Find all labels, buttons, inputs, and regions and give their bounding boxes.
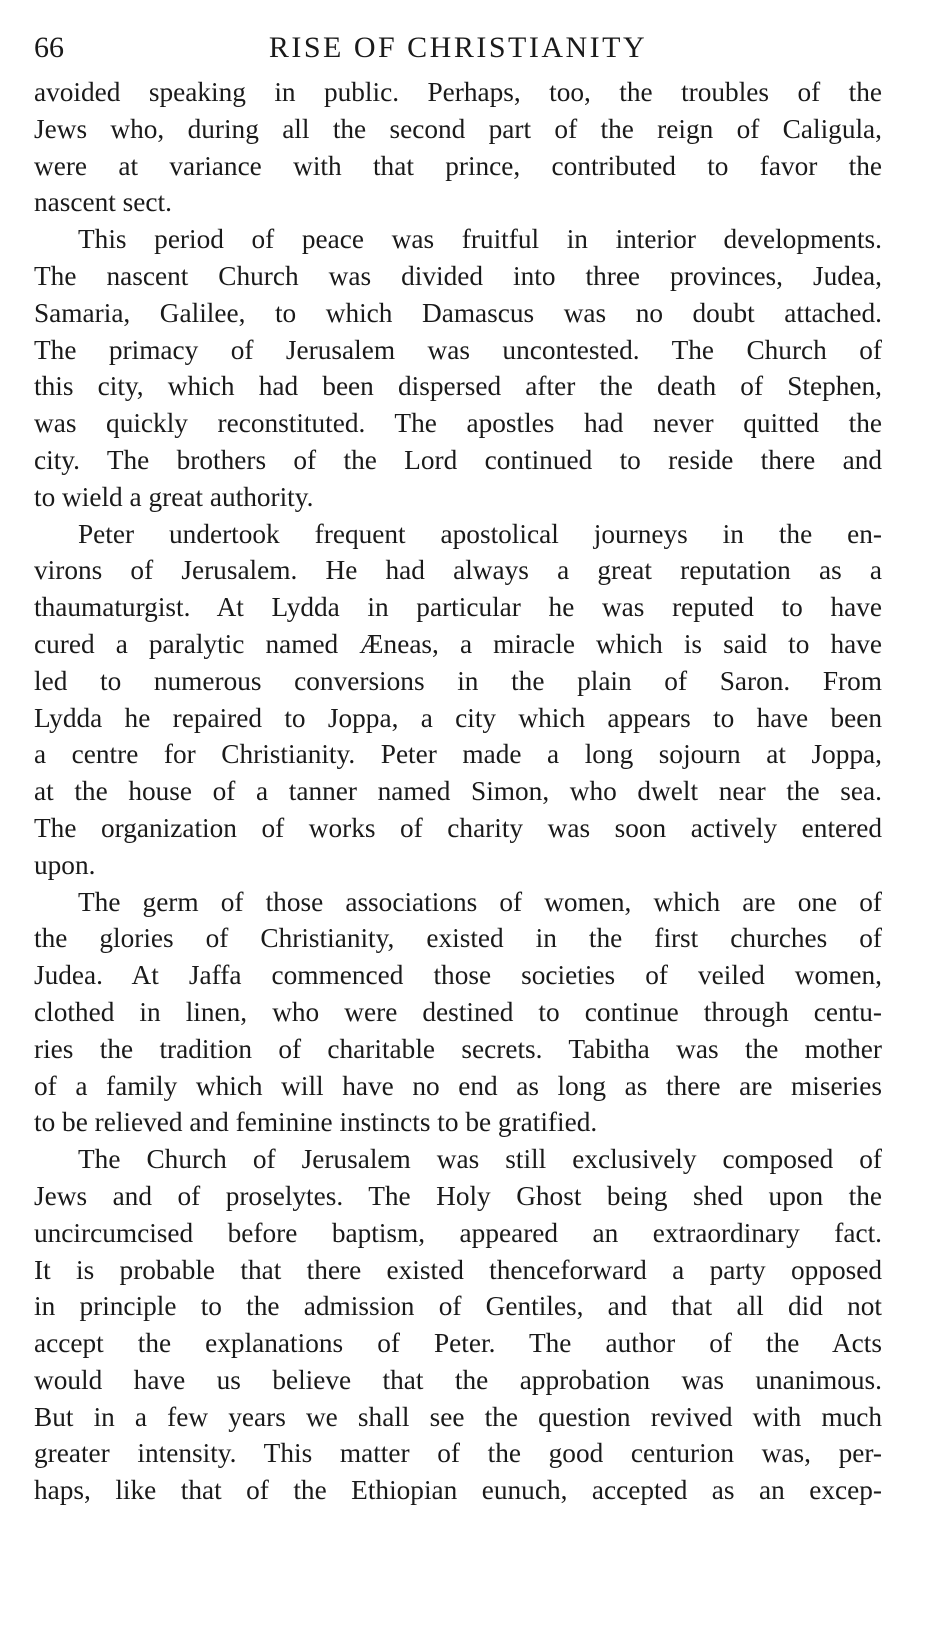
text-line: Jews and of proselytes. The Holy Ghost being shed upon the [34, 1180, 882, 1211]
paragraph [34, 516, 882, 884]
text-line: Lydda he repaired to Joppa, a city which appears to have been [34, 702, 882, 733]
paragraph [34, 884, 882, 1142]
text-line: Samaria, Galilee, to which Damascus was no doubt attached. [34, 297, 882, 328]
text-line: cured a paralytic named Æneas, a miracle which is said to have [34, 628, 882, 659]
paragraph [34, 74, 882, 221]
text-line: uncircumcised before baptism, appeared an extraordinary fact. [34, 1217, 882, 1248]
text-line: were at variance with that prince, contributed to favor the [34, 150, 882, 181]
text-line: It is probable that there existed thenceforward a party opposed [34, 1254, 882, 1285]
text-line: Peter undertook frequent apostolical journeys in the en- [78, 518, 882, 549]
body-text [34, 74, 882, 1509]
text-line: would have us believe that the approbation was unanimous. [34, 1364, 882, 1395]
text-line: The primacy of Jerusalem was uncontested. The Church of [34, 334, 882, 365]
paragraph [34, 1141, 882, 1509]
running-head [34, 26, 882, 70]
text-line: to wield a great authority. [34, 481, 314, 512]
text-line: upon. [34, 849, 96, 880]
text-line: was quickly reconstituted. The apostles had never quitted the [34, 408, 882, 439]
text-line: this city, which had been dispersed after the death of Stephen, [34, 371, 882, 402]
text-line: city. The brothers of the Lord continued to reside there and [34, 444, 882, 475]
running-title: RISE OF CHRISTIANITY [268, 31, 648, 64]
text-line: But in a few years we shall see the question revived with much [34, 1401, 882, 1432]
text-line: of a family which will have no end as long as there are miseries [34, 1070, 882, 1101]
text-line: nascent sect. [34, 187, 172, 218]
text-line: the glories of Christianity, existed in the first churches of [34, 923, 882, 954]
text-line: ries the tradition of charitable secrets. Tabitha was the mother [34, 1033, 882, 1064]
text-line: The Church of Jerusalem was still exclusively composed of [78, 1144, 882, 1175]
text-line: This period of peace was fruitful in interior developments. [78, 224, 882, 255]
text-line: Judea. At Jaffa commenced those societies of veiled women, [34, 960, 882, 991]
text-line: in principle to the admission of Gentiles, and that all did not [34, 1291, 882, 1322]
text-line: led to numerous conversions in the plain of Saron. From [34, 665, 882, 696]
text-line: greater intensity. This matter of the good centurion was, per- [34, 1438, 882, 1469]
text-line: accept the explanations of Peter. The author of the Acts [34, 1328, 882, 1359]
text-line: haps, like that of the Ethiopian eunuch, accepted as an excep- [34, 1475, 882, 1506]
text-line: The nascent Church was divided into three provinces, Judea, [34, 260, 882, 291]
text-line: to be relieved and feminine instincts to be gratified. [34, 1107, 598, 1138]
text-line: at the house of a tanner named Simon, who dwelt near the sea. [34, 776, 882, 807]
text-line: a centre for Christianity. Peter made a long sojourn at Joppa, [34, 739, 882, 770]
text-line: clothed in linen, who were destined to continue through centu- [34, 996, 882, 1027]
text-line: Jews who, during all the second part of the reign of Caligula, [34, 113, 882, 144]
text-line: avoided speaking in public. Perhaps, too, the troubles of the [34, 77, 882, 107]
book-page [34, 26, 882, 1509]
page-number: 66 [34, 31, 64, 64]
text-line: thaumaturgist. At Lydda in particular he was reputed to have [34, 592, 882, 623]
text-line: The organization of works of charity was soon actively entered [34, 812, 882, 843]
paragraph [34, 221, 882, 515]
text-line: The germ of those associations of women, which are one of [78, 886, 882, 917]
text-line: virons of Jerusalem. He had always a great reputation as a [34, 555, 882, 586]
